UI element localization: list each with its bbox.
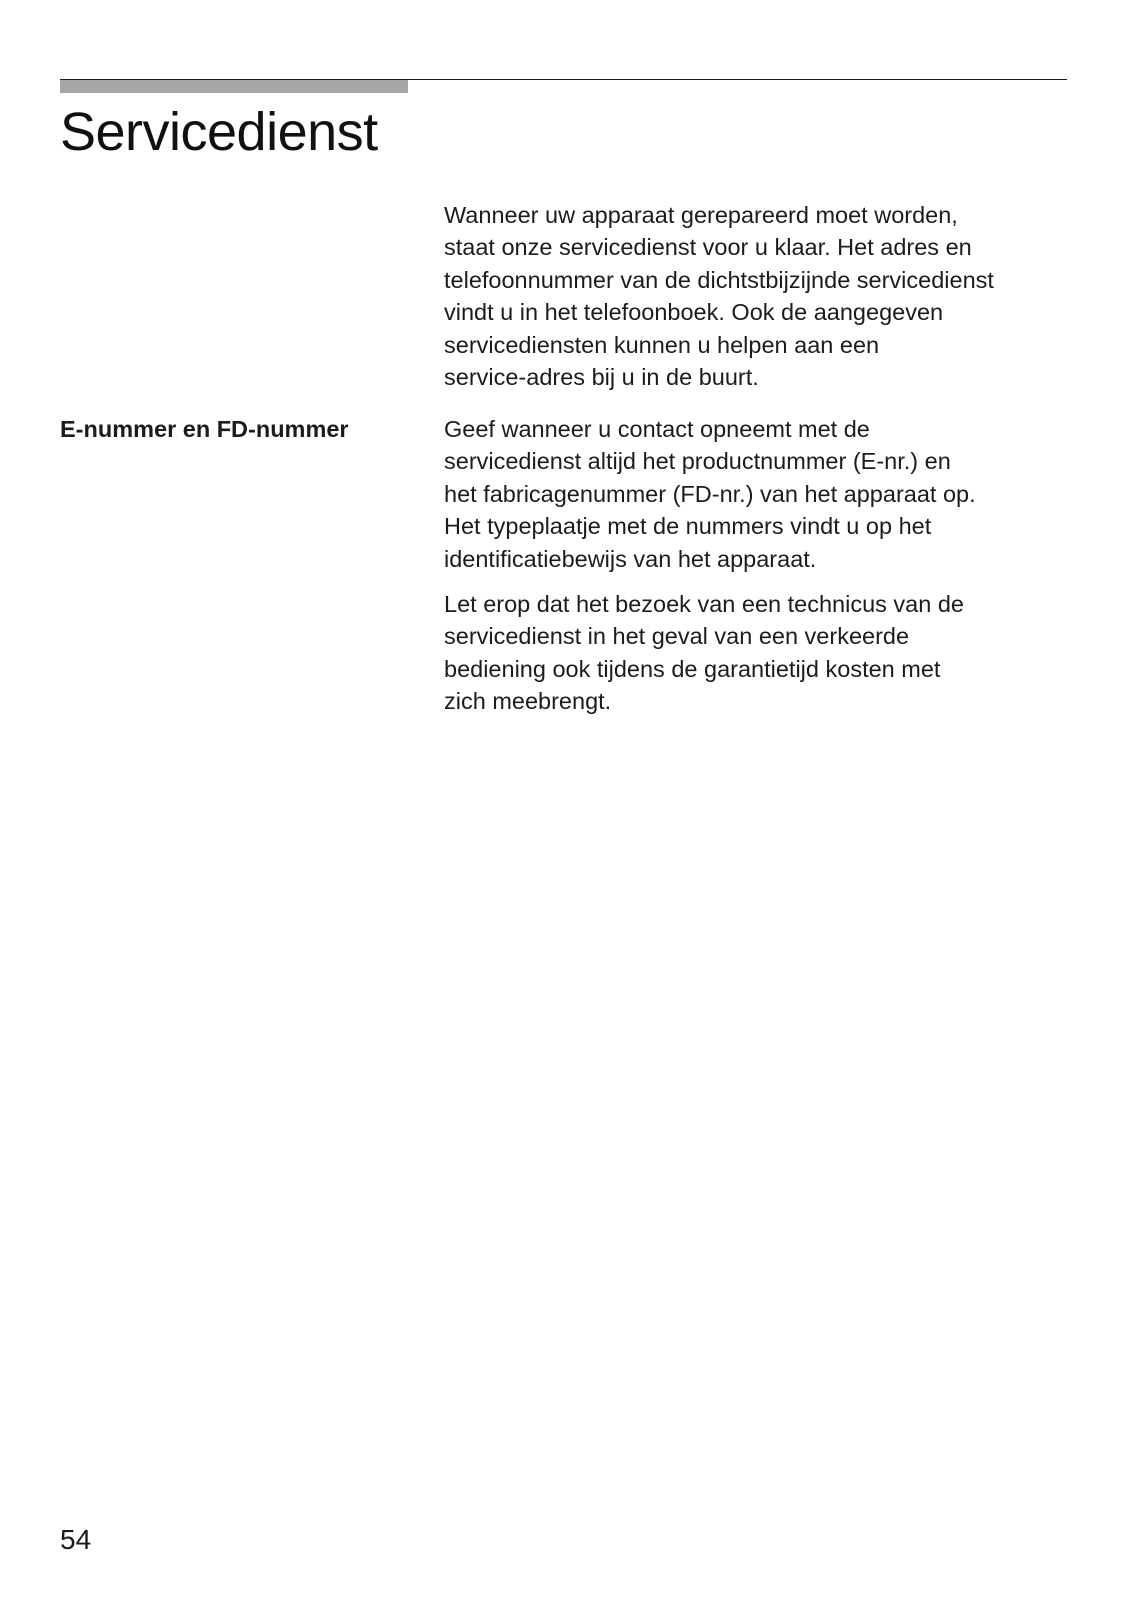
header-accent-bar [60,80,408,93]
text-line: het fabricagenummer (FD-nr.) van het apparaat op. [444,480,976,507]
text-line: Wanneer uw apparaat gerepareerd moet worden, [444,202,958,228]
text-line: servicedienst altijd het productnummer (E-nr.) en [444,448,951,475]
text-line: Het typeplaatje met de nummers vindt u op het [444,513,932,540]
text-line: service-adres bij u in de buurt. [444,364,759,391]
section-paragraph-1 [444,413,1074,575]
page-title: Servicedienst [60,102,378,162]
page-number: 54 [60,1524,92,1555]
section-paragraph-2 [444,588,1074,718]
text-line: bediening ook tijdens de garantietijd kosten met [444,655,941,682]
text-line: servicedienst in het geval van een verkeerde [444,623,910,650]
text-line: identificatiebewijs van het apparaat. [444,545,817,572]
text-line: Let erop dat het bezoek van een technicus van de [444,591,964,617]
intro-paragraph [444,199,1074,393]
section-label: E-nummer en FD-nummer [60,416,349,442]
text-line: telefoonnummer van de dichtstbijzijnde servicedienst [444,266,994,293]
text-line: servicediensten kunnen u helpen aan een [444,331,880,358]
text-line: staat onze servicedienst voor u klaar. Het adres en [444,234,972,261]
text-line: zich meebrengt. [444,688,612,715]
text-line: vindt u in het telefoonboek. Ook de aangegeven [444,299,944,326]
text-line: Geef wanneer u contact opneemt met de [444,416,870,442]
